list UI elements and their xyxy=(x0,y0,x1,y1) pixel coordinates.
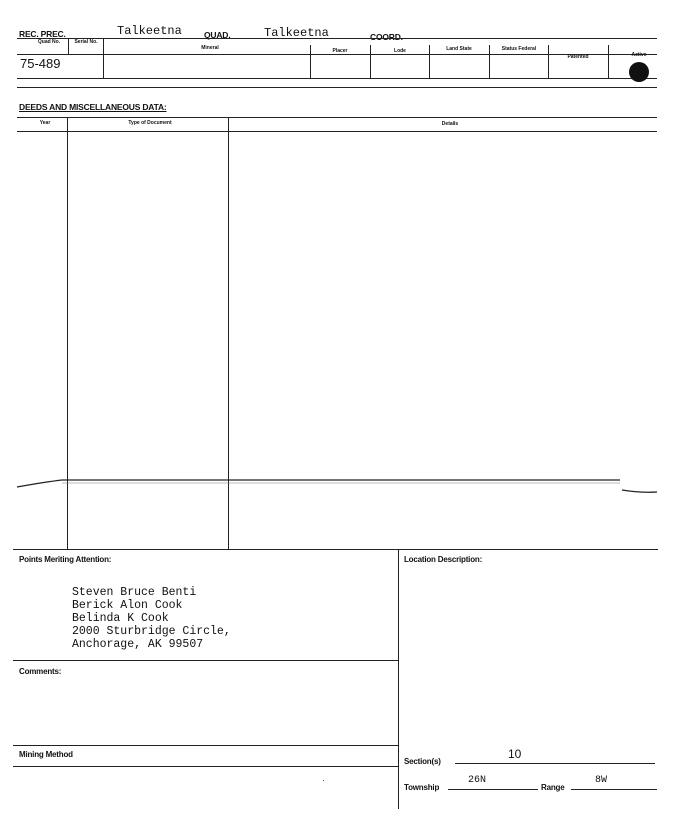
col-sep xyxy=(103,38,104,78)
col-serial-no: Serial No. xyxy=(74,39,98,45)
points-line: Steven Bruce Benti xyxy=(72,586,197,599)
col-mineral: Mineral xyxy=(201,45,219,51)
comments-label: Comments: xyxy=(19,667,62,676)
location-label: Location Description: xyxy=(404,555,483,564)
col-status-federal: Status Federal xyxy=(501,46,537,52)
coord-label: COORD. xyxy=(370,32,403,42)
claims-double-rule xyxy=(17,87,657,88)
quad-serial-value: 75-489 xyxy=(20,56,61,71)
points-line: Berick Alon Cook xyxy=(72,599,183,612)
col-land-state: Land State xyxy=(446,46,472,52)
header-top-rule xyxy=(17,38,657,39)
points-line: 2000 Sturbridge Circle, xyxy=(72,625,231,638)
col-sep xyxy=(548,45,549,78)
township-underline xyxy=(448,789,538,790)
deeds-top-rule xyxy=(17,117,657,118)
drawn-line xyxy=(0,470,678,500)
col-sep xyxy=(429,45,430,78)
active-hole-punch xyxy=(629,62,649,82)
comments-rule xyxy=(13,660,398,661)
quad-label: QUAD. xyxy=(204,30,231,40)
col-sep xyxy=(68,38,69,54)
section-label: Section(s) xyxy=(404,757,441,766)
points-label: Points Meriting Attention: xyxy=(19,555,112,564)
range-label: Range xyxy=(541,783,565,792)
points-content xyxy=(72,586,231,651)
col-lode: Lode xyxy=(394,48,406,54)
deeds-col-year: Year xyxy=(39,120,51,126)
col-active: Active xyxy=(631,52,647,58)
mining-bottom-rule xyxy=(13,766,398,767)
deeds-title: DEEDS AND MISCELLANEOUS DATA: xyxy=(19,102,167,112)
col-sep xyxy=(370,45,371,78)
mining-top-rule xyxy=(13,745,398,746)
section-underline xyxy=(455,763,655,764)
rec-prec-value: Talkeetna xyxy=(117,24,182,38)
stray-mark xyxy=(323,780,324,781)
col-sep xyxy=(489,45,490,78)
township-value: 26N xyxy=(468,775,487,786)
deeds-header-rule xyxy=(17,131,657,132)
claims-bottom-rule xyxy=(17,78,657,79)
bottom-col-sep xyxy=(398,549,399,809)
col-patented: Patented xyxy=(567,54,589,60)
col-sep xyxy=(608,45,609,78)
bottom-section-rule xyxy=(13,549,658,550)
points-line: Anchorage, AK 99507 xyxy=(72,638,204,651)
range-underline xyxy=(571,789,657,790)
quad-value: Talkeetna xyxy=(264,26,329,40)
rec-prec-label: REC. PREC. xyxy=(19,29,66,39)
points-line: Belinda K Cook xyxy=(72,612,169,625)
mining-method-label: Mining Method xyxy=(19,750,73,759)
range-value: 8W xyxy=(595,775,608,786)
col-sep xyxy=(310,45,311,78)
deeds-col-details: Details xyxy=(441,121,459,127)
deeds-col-type: Type of Document xyxy=(128,120,172,126)
township-label: Township xyxy=(404,783,440,792)
col-quad-no: Quad No. xyxy=(37,39,61,45)
section-value: 10 xyxy=(508,747,522,761)
col-placer: Placer xyxy=(332,48,348,54)
